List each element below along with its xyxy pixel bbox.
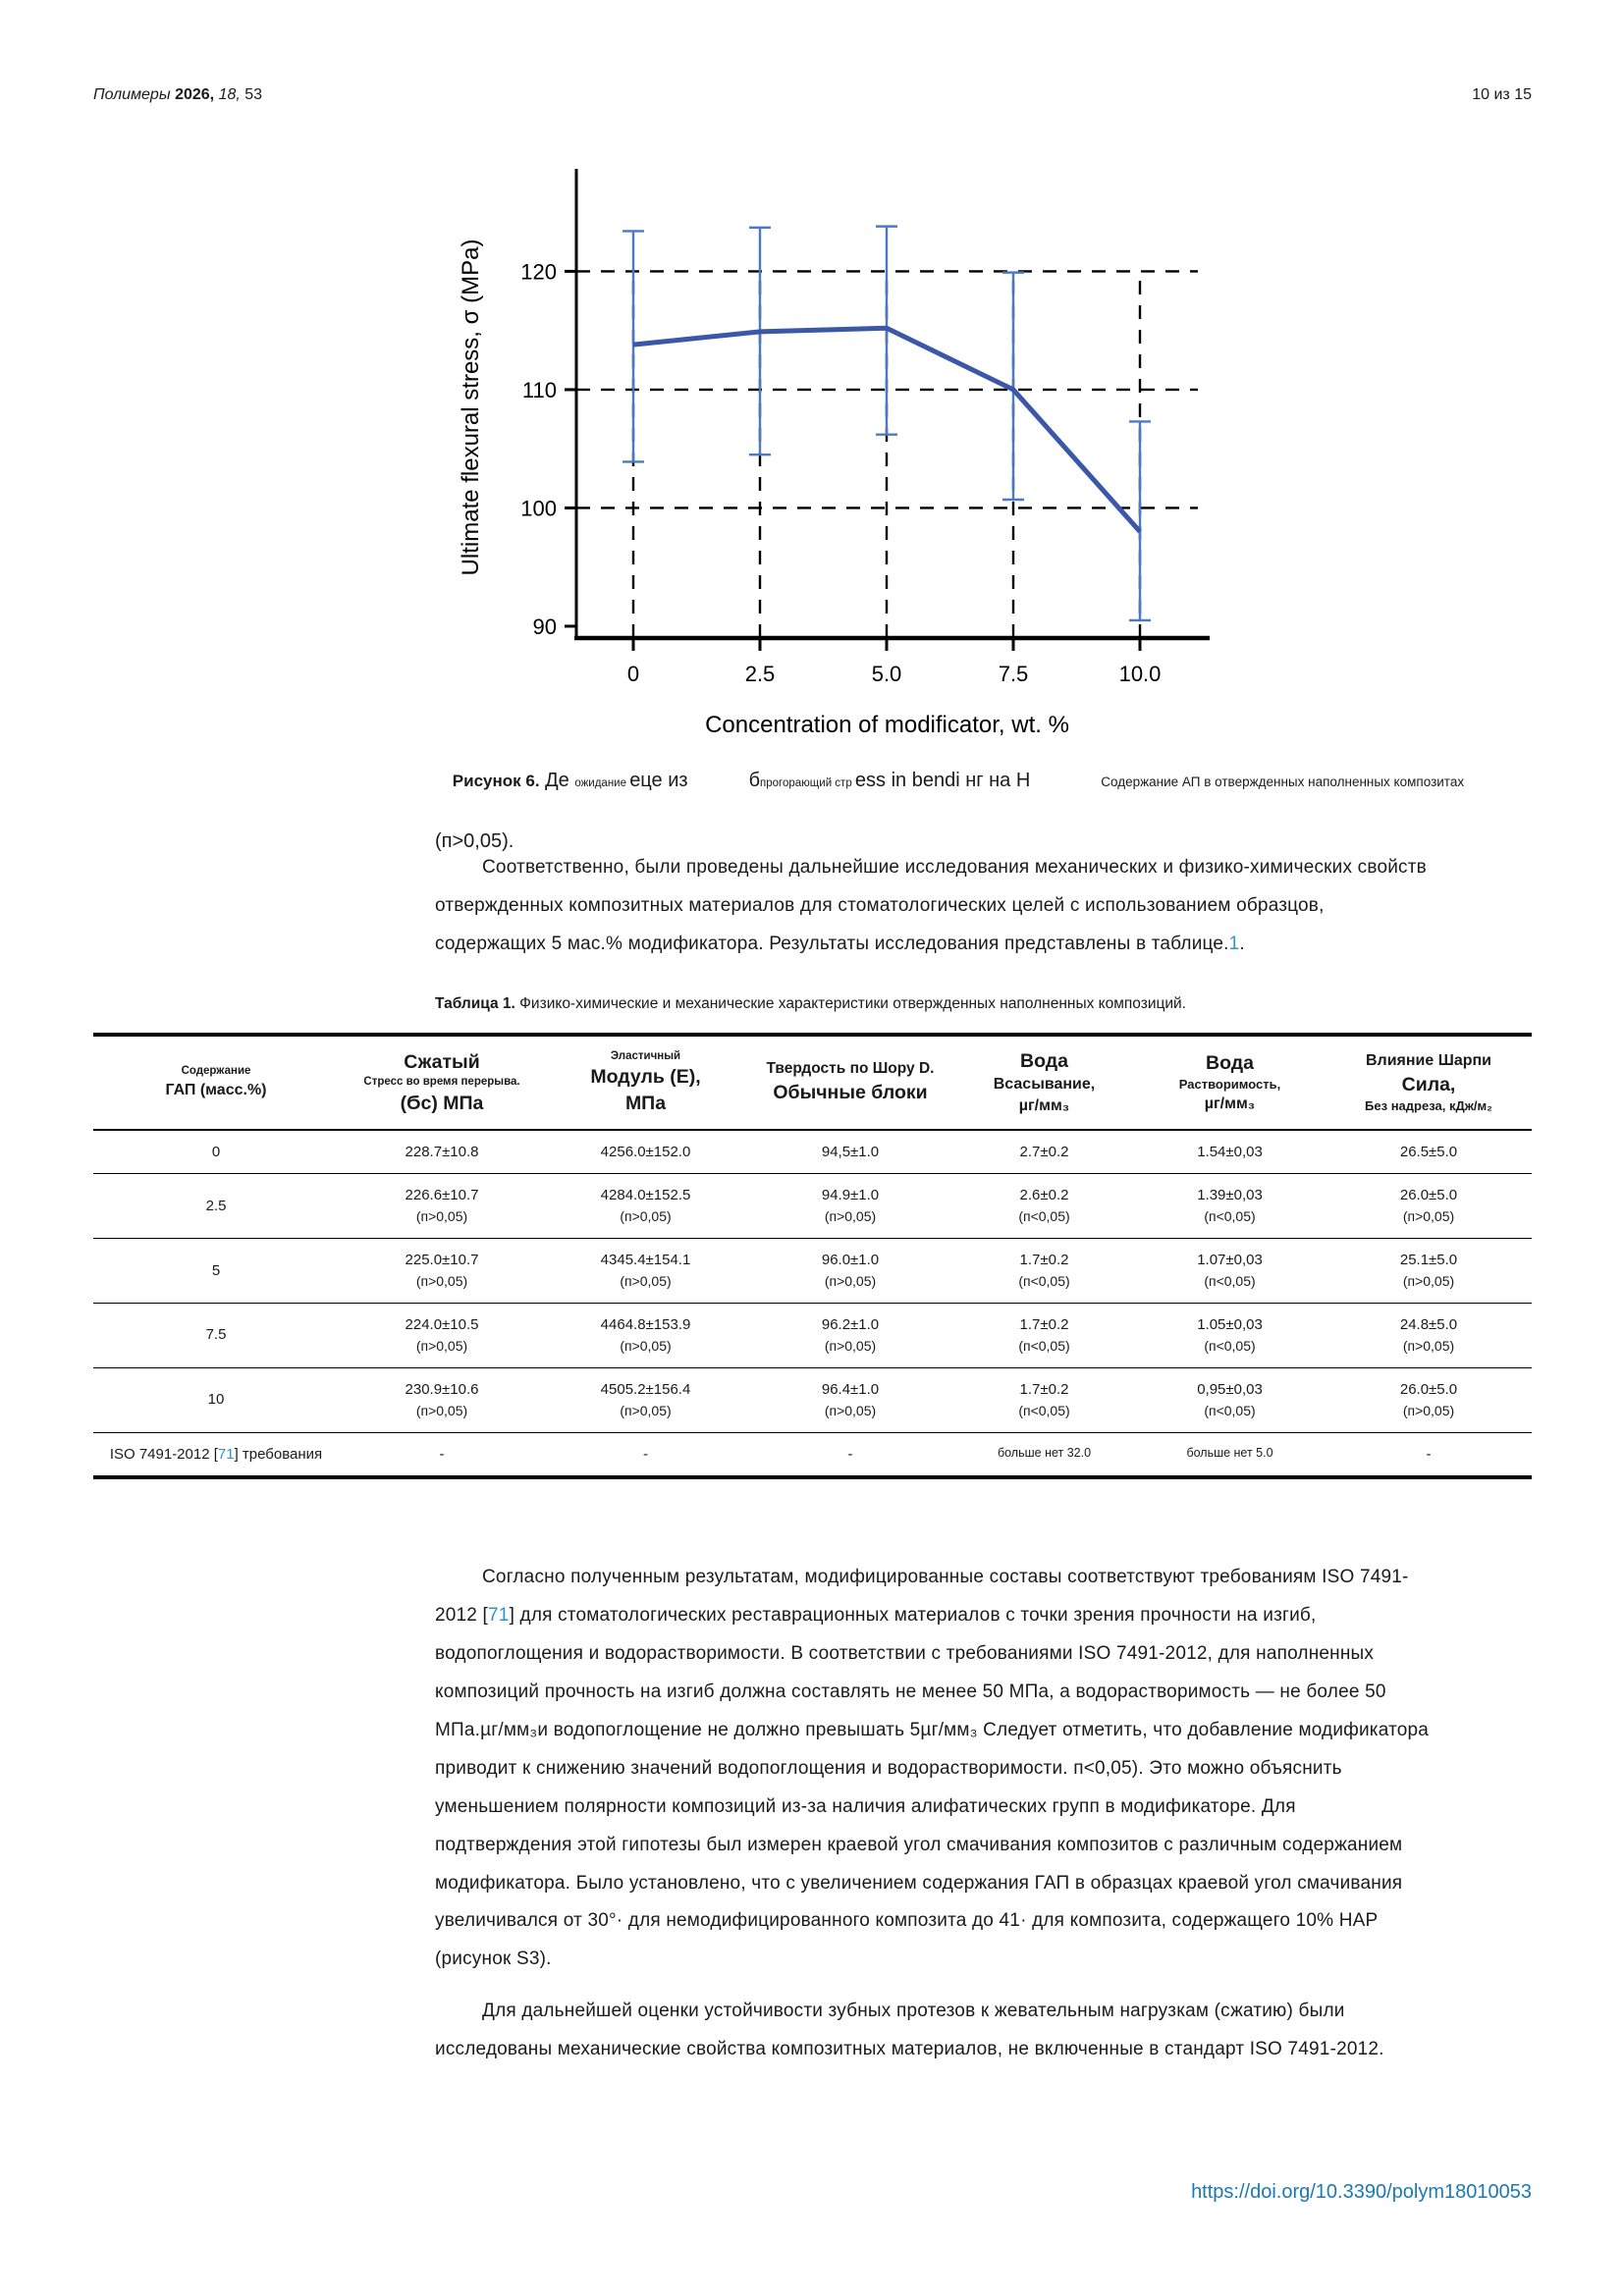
journal-volume: 18, [218,86,241,103]
col-header-6: Влияние Шарпи Сила, Без надреза, кДж/м₂ [1326,1035,1532,1130]
table-cell: 226.6±10.7 (п>0,05) [339,1173,545,1238]
caption-segment: еце из [629,769,688,791]
table-cell: больше нет 32.0 [997,1446,1092,1461]
table-row [93,1173,1532,1238]
table-caption-label: Таблица 1. [435,995,515,1012]
table-cell: - [643,1445,648,1463]
paragraph-3: Для дальнейшей оценки устойчивости зубных протезов к жевательным нагрузкам (сжатию) были исследованы механические свойства композитных материалов, не включенные в стандарт ISO 7491-2012. [435,2001,1384,2060]
journal-year: 2026, [175,86,215,103]
x-tick-label: 10.0 [1118,662,1162,686]
caption-segment: Де [539,769,575,791]
table-cell: 26.5±5.0 [1326,1130,1532,1174]
figure-caption-pvalue: (п>0,05). [435,830,514,853]
caption-segment: Рисунок 6. [452,771,540,790]
table-cell: 0,95±0,03 (п<0,05) [1134,1367,1326,1432]
x-tick-label: 0 [626,662,640,686]
table-header-row [93,1035,1532,1130]
y-tick-label: 90 [532,614,557,639]
col-header-3: Твердость по Шору D. Обычные блоки [746,1035,954,1130]
paragraph-2-text: Согласно полученным результатам, модифицированные составы соответствуют требованиям ISO 7491-2012 [ [435,1567,1409,1626]
table-cell: 25.1±5.0 (п>0,05) [1326,1238,1532,1303]
table-cell: 94,5±1.0 [746,1130,954,1174]
article-number: 53 [244,86,263,103]
table-cell: 228.7±10.8 [339,1130,545,1174]
row-label: 5 [93,1238,339,1303]
table-cell: - [439,1445,445,1463]
table-cell: 26.0±5.0 (п>0,05) [1326,1367,1532,1432]
row-label: 0 [93,1130,339,1174]
table-cell: 1.39±0,03 (п<0,05) [1134,1173,1326,1238]
row-label-iso: ISO 7491-2012 [71] требования [109,1445,323,1463]
table-row [93,1367,1532,1432]
table-cell: 2.7±0.2 [954,1130,1134,1174]
table-cell: - [847,1445,853,1463]
table-cell: 1.05±0,03 (п<0,05) [1134,1303,1326,1367]
table-cell: 1.54±0,03 [1134,1130,1326,1174]
x-tick-label: 2.5 [744,662,776,686]
caption-segment: б [748,769,761,791]
flexural-stress-chart [407,155,1232,744]
table-cell: 94.9±1.0 (п>0,05) [746,1173,954,1238]
doi-link[interactable]: https://doi.org/10.3390/polym18010053 [1191,2181,1532,2203]
running-header [93,86,1532,104]
paragraph-2-tail: ] для стоматологических реставрационных материалов с точки зрения прочности на изгиб, водопоглощения и водорастворимости. В соответствии с требованиями ISO 7491-2012, для наполненных композиций прочность на изгиб должна составлять не менее 50 МПа, а водорастворимость — не более 50 МПа.µг/мм₃и водопоглощение не должно превышать 5µг/мм₃ Следует отметить, что добавление модификатора приводит к снижению значений водопоглощения и водорастворимости. п<0,05). Это можно объяснить уменьшением полярности композиций из-за наличия алифатических групп в модификаторе. Для подтверждения этой гипотезы был измерен краевой угол смачивания композитов с различным содержанием модификатора. Было установлено, что с увеличением содержания ГАП в образцах краевой угол смачивания увеличивался от 30°· для немодифицированного композита до 41· для композита, содержащего 10% HAP (рисунок S3). [435,1604,1430,1970]
table-cell: 230.9±10.6 (п>0,05) [339,1367,545,1432]
table-cell: 2.6±0.2 (п<0,05) [954,1173,1134,1238]
figure-caption-text [452,769,1465,791]
table-cell: 96.4±1.0 (п>0,05) [746,1367,954,1432]
paragraph-1 [435,849,1436,978]
page-number: 10 из 15 [1472,86,1532,103]
y-tick-label: 120 [520,259,557,285]
paragraph-2 [435,1559,1436,1979]
table-cell: 24.8±5.0 (п>0,05) [1326,1303,1532,1367]
paragraph-1-tail: . [1239,933,1245,954]
x-tick-label: 7.5 [998,662,1029,686]
table-cell: 4256.0±152.0 [545,1130,746,1174]
x-tick-label: 5.0 [871,662,902,686]
paragraph-1-text: Соответственно, были проведены дальнейшие исследования механических и физико-химических свойств отвержденных композитных материалов для стоматологических целей с использованием образцов, содержащих 5 мас.% модификатора. Результаты исследования представлены в таблице. [435,857,1427,954]
row-label: 7.5 [93,1303,339,1367]
table-cell: 1.7±0.2 (п<0,05) [954,1238,1134,1303]
y-tick-label: 100 [520,496,557,521]
table-caption [435,995,1186,1013]
table-cell: 225.0±10.7 (п>0,05) [339,1238,545,1303]
table-cell: 26.0±5.0 (п>0,05) [1326,1173,1532,1238]
col-header-5: Вода Растворимость, µг/мм₃ [1134,1035,1326,1130]
table-cell: - [1426,1445,1432,1463]
table-cell: 4284.0±152.5 (п>0,05) [545,1173,746,1238]
col-header-2: Эластичный Модуль (Е), МПа [545,1035,746,1130]
table-cell: 4345.4±154.1 (п>0,05) [545,1238,746,1303]
table-caption-text: Физико-химические и механические характеристики отвержденных наполненных композиций. [514,995,1186,1012]
table-1-link[interactable]: 1 [1228,933,1240,954]
caption-segment: прогорающий стр [760,776,855,789]
journal-name: Полимеры [93,86,171,103]
table-cell: 1.7±0.2 (п<0,05) [954,1303,1134,1367]
reference-71-link[interactable]: 71 [217,1445,235,1463]
table-cell: 1.7±0.2 (п<0,05) [954,1367,1134,1432]
x-axis-label: Concentration of modificator, wt. % [705,712,1069,738]
properties-table [93,1033,1532,1479]
table-cell: больше нет 5.0 [1186,1446,1273,1461]
table-row [93,1238,1532,1303]
table-row [93,1432,1532,1477]
caption-segment: Содержание АП в отвержденных наполненных композитах [1101,774,1465,789]
footer [1191,2181,1532,2204]
table-row [93,1303,1532,1367]
row-label: 10 [93,1367,339,1432]
reference-71-link[interactable]: 71 [488,1604,510,1626]
body-text [435,1559,1436,2083]
table-cell: 96.2±1.0 (п>0,05) [746,1303,954,1367]
table-cell: 96.0±1.0 (п>0,05) [746,1238,954,1303]
table-cell: 4505.2±156.4 (п>0,05) [545,1367,746,1432]
table-row [93,1130,1532,1174]
journal-citation [93,86,262,104]
row-label: 2.5 [93,1173,339,1238]
caption-segment: ожидание [574,776,630,789]
chart-svg [407,155,1232,744]
y-tick-label: 110 [521,377,557,402]
col-header-4: Вода Всасывание, µг/мм₃ [954,1035,1134,1130]
y-axis-label: Ultimate flexural stress, σ (MPa) [458,239,484,576]
table-cell: 1.07±0,03 (п<0,05) [1134,1238,1326,1303]
table-cell: 4464.8±153.9 (п>0,05) [545,1303,746,1367]
caption-segment: ess in bendi нг на Н [854,769,1031,791]
col-header-1: Сжатый Стресс во время перерыва. (Ϭс) МПа [339,1035,545,1130]
table-cell: 224.0±10.5 (п>0,05) [339,1303,545,1367]
col-header-0: Содержание ГАП (масс.%) [93,1035,339,1130]
